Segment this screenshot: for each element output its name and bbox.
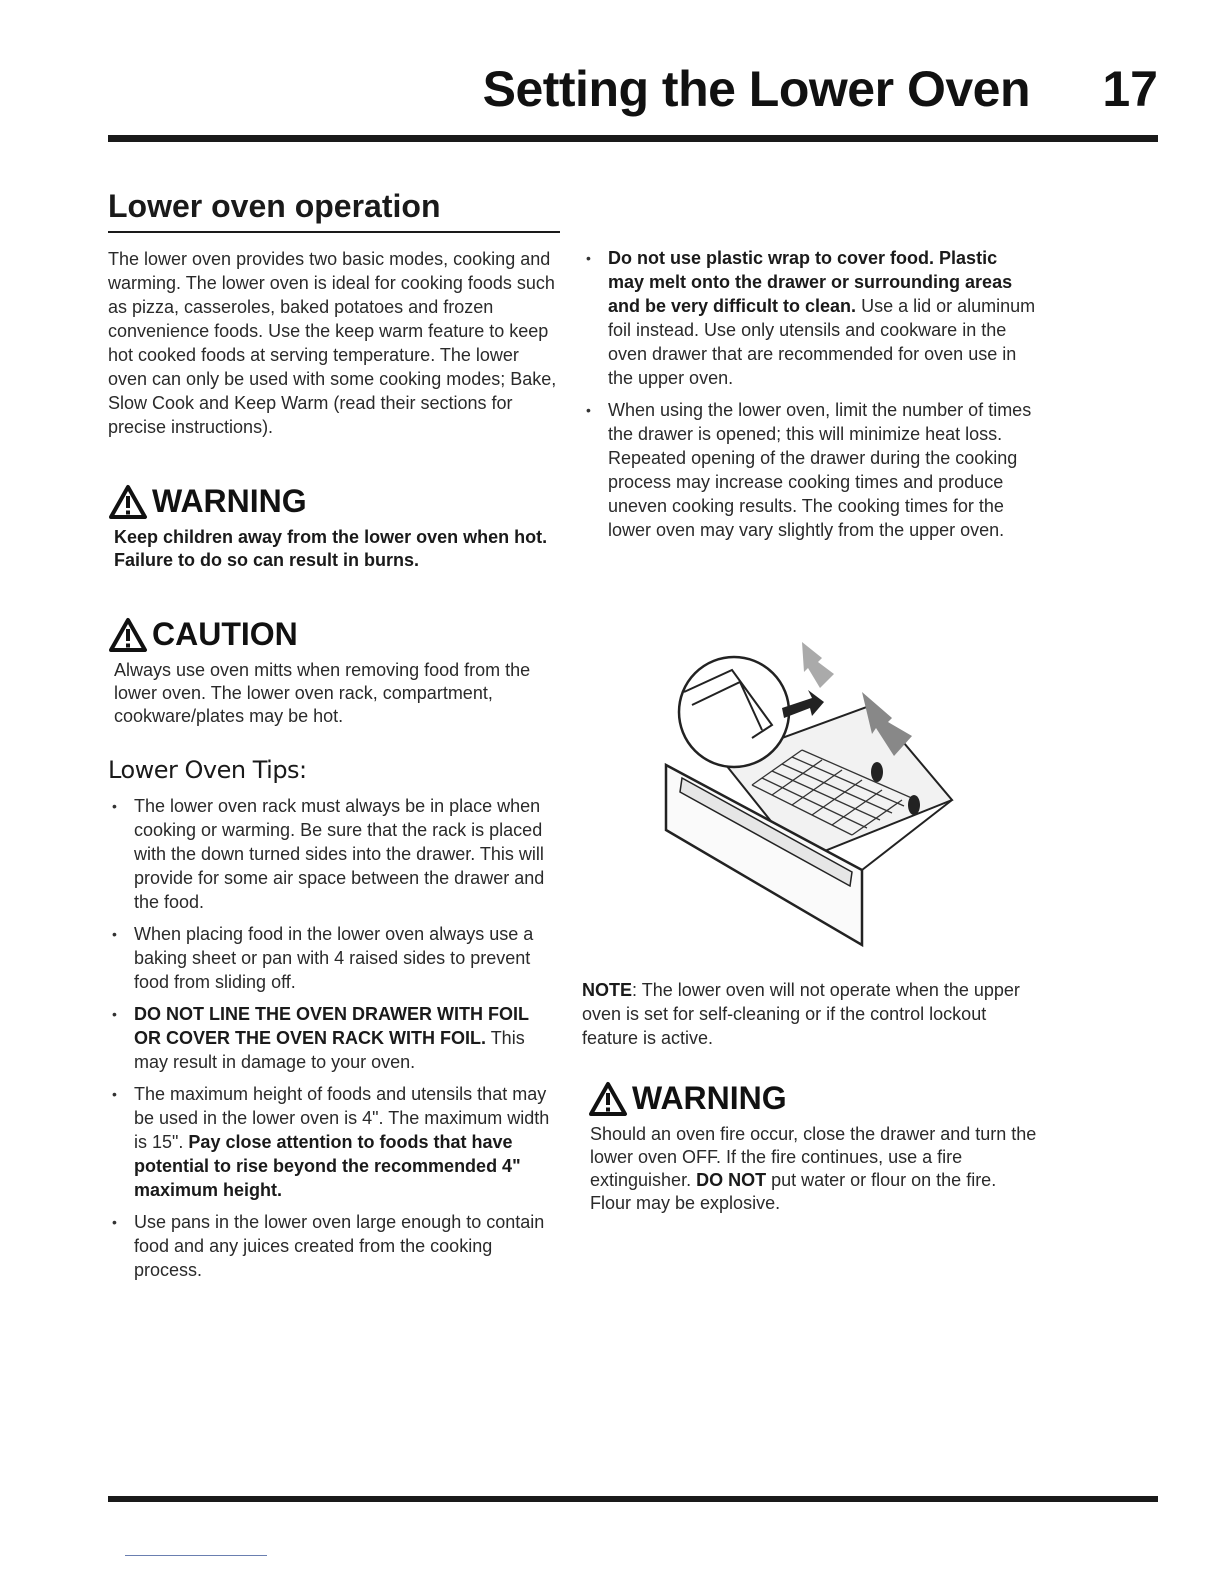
caution-box [108,616,560,728]
tip-text: This may result in damage to your oven. [134,1028,525,1072]
caution-heading [108,616,560,653]
list-item: • The lower oven rack must always be in place when cooking or warming. Be sure that the rack is placed with the down turned sides into the drawer. This will provide for some air space between the drawer and the food. [108,794,560,914]
warning-box-fire [588,1080,1038,1215]
warning-heading [588,1080,1038,1117]
bold-text: DO NOT [696,1170,767,1190]
warning-text: Keep children away from the lower oven when hot. Failure to do so can result in burns. [114,527,548,570]
vent-hole [871,762,883,782]
list-item [108,1002,560,1074]
tips-list [108,794,560,1282]
left-column [108,188,560,1290]
footer-link-line [125,1555,267,1556]
list-item: • When placing food in the lower oven always use a baking sheet or pan with 4 raised sides to prevent food from sliding off. [108,922,560,994]
list-item: • Use pans in the lower oven large enough to contain food and any juices created from the cooking process. [108,1210,560,1282]
list-item [582,246,1038,390]
warning-triangle-icon [108,484,148,520]
right-list [582,246,1038,542]
page-number: 17 [1102,61,1158,117]
warning-label: WARNING [632,1080,787,1116]
header-rule [108,135,1158,142]
footer-rule [108,1496,1158,1502]
tip-bold-text: DO NOT LINE THE OVEN DRAWER WITH FOIL OR COVER THE OVEN RACK WITH FOIL. [134,1004,529,1048]
caution-label: CAUTION [152,616,298,652]
list-item [108,1082,560,1202]
bold-text: Do not use plastic wrap to cover food. Plastic may melt onto the drawer or surrounding areas and be very difficult to clean. [608,248,1013,316]
text: Use a lid or aluminum foil instead. Use only utensils and cookware in the oven drawer that are recommended for oven use in the upper oven. [608,296,1036,388]
page-header [108,60,1158,122]
list-item: • When using the lower oven, limit the number of times the drawer is opened; this will minimize heat loss. Repeated opening of the drawer during the cooking process may increase cooking times and produce uneven cooking results. The cooking times for the lower oven may vary slightly from the upper oven. [582,398,1038,542]
tip-text: The maximum height of foods and utensils that may be used in the lower oven is 4". The maximum width is 15". [134,1084,550,1152]
tips-title: Lower Oven Tips: [108,756,307,784]
note-label: NOTE [582,980,633,1000]
warning-label: WARNING [152,483,307,519]
tip-bold-text: Pay close attention to foods that have potential to rise beyond the recommended 4" maximum height. [134,1132,521,1200]
warning-triangle-icon [588,1081,628,1117]
text: put water or flour on the fire. Flour may be explosive. [590,1170,997,1213]
section-title: Lower oven operation [108,188,560,233]
page-title: Setting the Lower Oven [482,61,1030,117]
caution-triangle-icon [108,617,148,653]
warning-heading [108,483,560,520]
oven-drawer-illustration [662,630,962,950]
intro-paragraph: The lower oven provides two basic modes, cooking and warming. The lower oven is ideal for cooking foods such as pizza, casseroles, baked potatoes and frozen convenience foods. Use the keep warm feature to keep hot cooked foods at serving temperature. The lower oven can only be used with some cooking modes; Bake, Slow Cook and Keep Warm (read their sections for precise instructions). [108,249,557,437]
caution-text: Always use oven mitts when removing food from the lower oven. The lower oven rack, compartment, cookware/plates may be hot. [114,660,531,726]
note-text: : The lower oven will not operate when the upper oven is set for self-cleaning or if the control lockout feature is active. [582,980,1020,1048]
text: Should an oven fire occur, close the drawer and turn the lower oven OFF. If the fire continues, use a fire extinguisher. [590,1124,1037,1190]
down-arrow-icon [802,642,834,688]
vent-hole [908,795,920,815]
warning-text [590,1123,1038,1215]
warning-box-children [108,483,560,572]
note-paragraph [582,978,1034,1050]
right-column [582,246,1038,550]
